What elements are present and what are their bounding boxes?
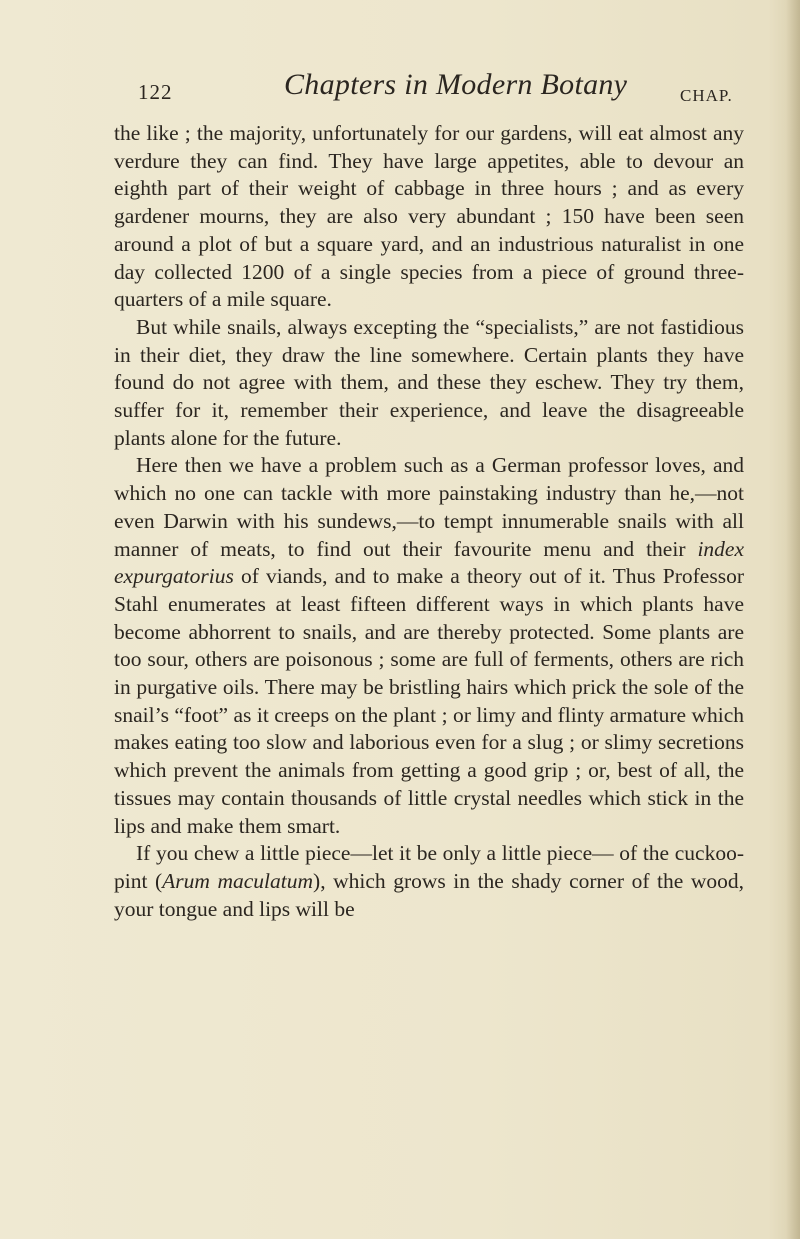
page-number: 122: [138, 80, 173, 104]
page-edge-shadow: [786, 0, 800, 1239]
chapter-label: CHAP.: [680, 86, 733, 105]
body-text: [114, 120, 744, 923]
latin-term-arum-maculatum: Arum maculatum: [162, 868, 314, 893]
paragraph-3-part-2: of viands, and to make a theory out of it. Thus Professor Stahl enumerates at least fifteen different ways in which plants have become abhorrent to snails, and are thereby protected. Some plants are too sour, others are poisonous ; some are full of ferments, others are rich in purgative oils. There may be bristling hairs which prick the sole of the snail’s “foot” as it creeps on the plant ; or limy and flinty armature which makes eating too slow and laborious even for a slug ; or slimy secretions which prevent the animals from getting a good grip ; or, best of all, the tissues may contain thousands of little crystal needles which stick in the lips and make them smart.: [114, 564, 744, 838]
paragraph-2: But while snails, always excepting the “specialists,” are not fastidious in their diet, they draw the line somewhere. Certain plants they have found do not agree with them, and these they eschew. They try them, suffer for it, remember their experience, and leave the disagreeable plants alone for the future.: [114, 314, 744, 450]
paragraph-4: [114, 840, 744, 923]
paragraph-3-part-1: Here then we have a problem such as a German professor loves, and which no one can tackle with more painstaking industry than he,—not even Darwin with his sundews,—to tempt innumerable snails with all manner of meats, to find out their favourite menu and their: [114, 453, 744, 561]
paragraph-3: [114, 452, 744, 840]
latin-term-index-expurgatorius: index expurgatorius: [114, 536, 744, 589]
paragraph-4-part-2: ), which grows in the shady corner of the wood, your tongue and lips will be: [114, 868, 744, 921]
paragraph-1: the like ; the majority, unfortunately for our gardens, will eat almost any verdure they can find. They have large appetites, able to devour an eighth part of their weight of cabbage in three hours ; and as every gardener mourns, they are also very abundant ; 150 have been seen around a plot of but a square yard, and an industrious naturalist in one day collected 1200 of a single species from a piece of ground three-quarters of a mile square.: [114, 121, 744, 312]
running-title: Chapters in Modern Botany: [284, 68, 628, 101]
paragraph-4-part-1: If you chew a little piece—let it be only a little piece— of the cuckoo-pint (: [114, 841, 744, 893]
